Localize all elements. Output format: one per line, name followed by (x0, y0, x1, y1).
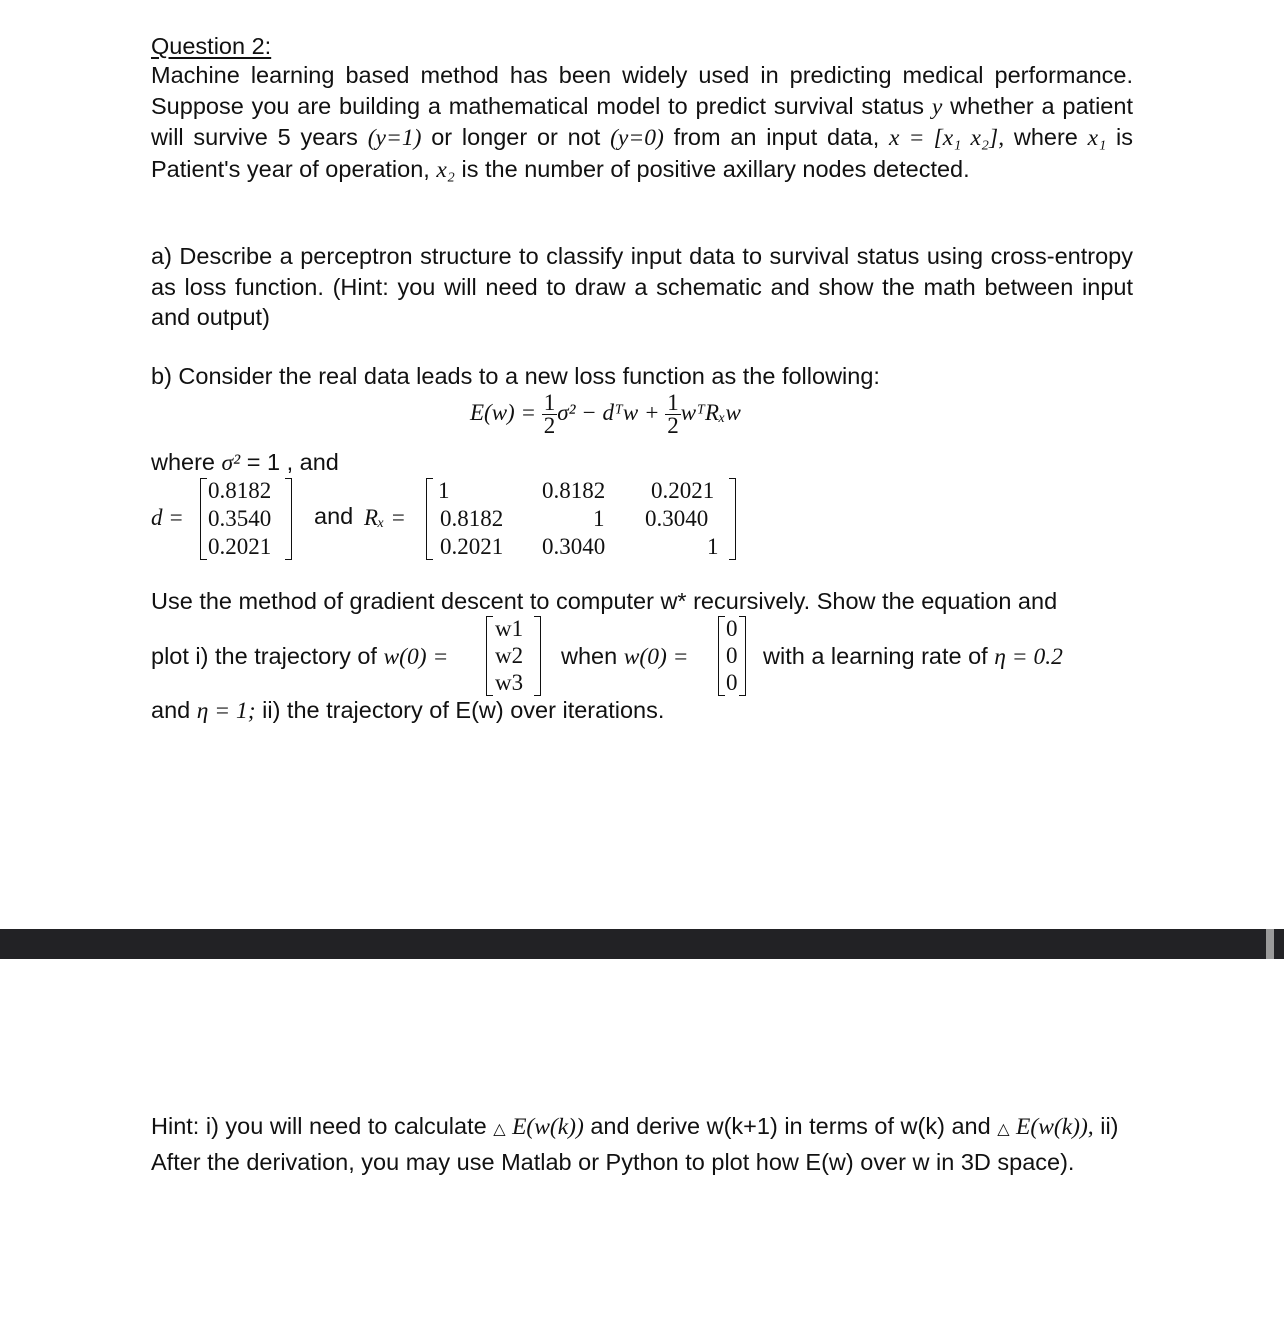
intro-text-1: Machine learning based method has been widely used in predicting medical performance. Suppose you are building a mathematical model to predict survival status (151, 62, 1133, 119)
zero-vector-cell: 0 (726, 643, 738, 668)
and-label: and (314, 503, 354, 529)
rx-label: Rₓ = (364, 505, 406, 530)
fraction-numerator: 1 (543, 390, 556, 415)
delta-icon: △ (997, 1121, 1010, 1138)
part-a-text: a) Describe a perceptron structure to classify input data to survival status using cross-entropy as loss function. (Hint: you will need to draw a schematic and show the math between input and output) (151, 243, 1133, 330)
fraction-half-2 (665, 392, 681, 437)
where-text: where (151, 449, 222, 475)
question-title: Question 2: (151, 33, 272, 59)
intro-text-6: is Patient's year of operation, (151, 124, 1133, 182)
rx-cell: 1 (593, 506, 605, 531)
when-text: when (561, 643, 624, 669)
where-sigma-line (151, 447, 339, 479)
rx-cell: 0.3040 (542, 534, 606, 559)
math-y-equals-1: (y=1) (367, 125, 422, 151)
and-text: and (151, 697, 197, 723)
math-y: y (931, 93, 943, 120)
left-bracket (486, 616, 493, 696)
fraction-denominator: 2 (667, 413, 679, 438)
w-vector-cell: w2 (495, 643, 524, 668)
math-eta-02: η = 0.2 (994, 644, 1063, 670)
d-vector-cell: 0.8182 (208, 478, 272, 503)
equation-middle: σ² − dᵀw + (557, 399, 666, 425)
fraction-denominator: 2 (543, 413, 556, 438)
right-bracket (729, 478, 736, 560)
d-label: d = (151, 505, 184, 530)
math-sigma-squared: σ² (221, 450, 241, 476)
part-b-intro: b) Consider the real data leads to a new loss function as the following: (151, 363, 880, 389)
math-x2: x₂ (436, 156, 455, 183)
hint-text-3: ii) After the derivation, you may use Matlab or Python to plot how E(w) over w in 3D space). (151, 1113, 1119, 1175)
rx-cell: 1 (707, 534, 719, 559)
right-bracket (739, 616, 746, 696)
d-vector-cell: 0.2021 (208, 534, 272, 559)
w-vector-cell: w1 (495, 616, 524, 641)
zero-vector (718, 616, 746, 696)
plot-text: plot i) the trajectory of (151, 643, 384, 669)
delta-icon: △ (493, 1121, 506, 1138)
gradient-descent-line: Use the method of gradient descent to computer w* recursively. Show the equation and (151, 588, 1058, 614)
plot-line-start (151, 641, 448, 673)
math-eta-1: η = 1; (196, 698, 256, 724)
rx-cell: 1 (438, 478, 450, 503)
trajectory-text: ii) the trajectory of E(w) over iterations. (255, 697, 665, 723)
zero-vector-cell: 0 (726, 616, 738, 641)
left-bracket (718, 616, 725, 696)
equation-lhs: E(w) = (470, 399, 542, 425)
math-w0: w(0) = (383, 644, 449, 670)
rx-cell: 0.3040 (645, 506, 709, 531)
hint-text (151, 1110, 1133, 1179)
math-e-wk: E(w(k)) (512, 1114, 584, 1140)
w-vector-cell: w3 (495, 670, 524, 695)
plot-line-rate (763, 641, 1063, 673)
intro-text-4: from an input data, (663, 124, 890, 150)
equation-tail: wᵀRₓw (680, 399, 741, 425)
page-separator-bar (0, 929, 1284, 959)
plot-line-when (561, 641, 689, 673)
math-e-wk-2: E(w(k)), (1016, 1114, 1094, 1140)
w-vector (486, 616, 541, 696)
left-bracket (426, 478, 433, 560)
intro-text-5: where (1004, 124, 1088, 150)
left-bracket (200, 478, 207, 560)
rx-cell: 0.2021 (651, 478, 715, 503)
question-intro (151, 60, 1133, 185)
rx-cell: 0.8182 (542, 478, 606, 503)
where-text-2: = 1 , and (240, 449, 339, 475)
intro-text-3: or longer or not (421, 124, 611, 150)
rx-matrix (426, 478, 736, 560)
right-bracket (534, 616, 541, 696)
hint-text-1: Hint: i) you will need to calculate (151, 1113, 494, 1139)
math-y-equals-0: (y=0) (610, 125, 664, 151)
last-line (151, 695, 664, 727)
intro-text-7: is the number of positive axillary nodes detected. (454, 155, 970, 182)
math-w0-again: w(0) = (623, 644, 689, 670)
right-bracket (285, 478, 292, 560)
hint-text-2: and derive w(k+1) in terms of w(k) and (583, 1113, 998, 1139)
intro-text-2: whether a patient will survive 5 years (151, 92, 1133, 150)
d-vector-cell: 0.3540 (208, 506, 272, 531)
math-x-vector: x = [x₁ x₂], (889, 125, 1005, 151)
scrollbar-thumb[interactable] (1266, 929, 1274, 959)
loss-equation (470, 392, 741, 437)
fraction-numerator: 1 (667, 390, 679, 415)
fraction-half-1 (542, 392, 558, 437)
learning-rate-text: with a learning rate of (763, 643, 995, 669)
d-vector (200, 478, 292, 560)
math-x1: x₁ (1087, 125, 1107, 151)
rx-cell: 0.8182 (440, 506, 504, 531)
rx-cell: 0.2021 (440, 534, 504, 559)
zero-vector-cell: 0 (726, 670, 738, 695)
